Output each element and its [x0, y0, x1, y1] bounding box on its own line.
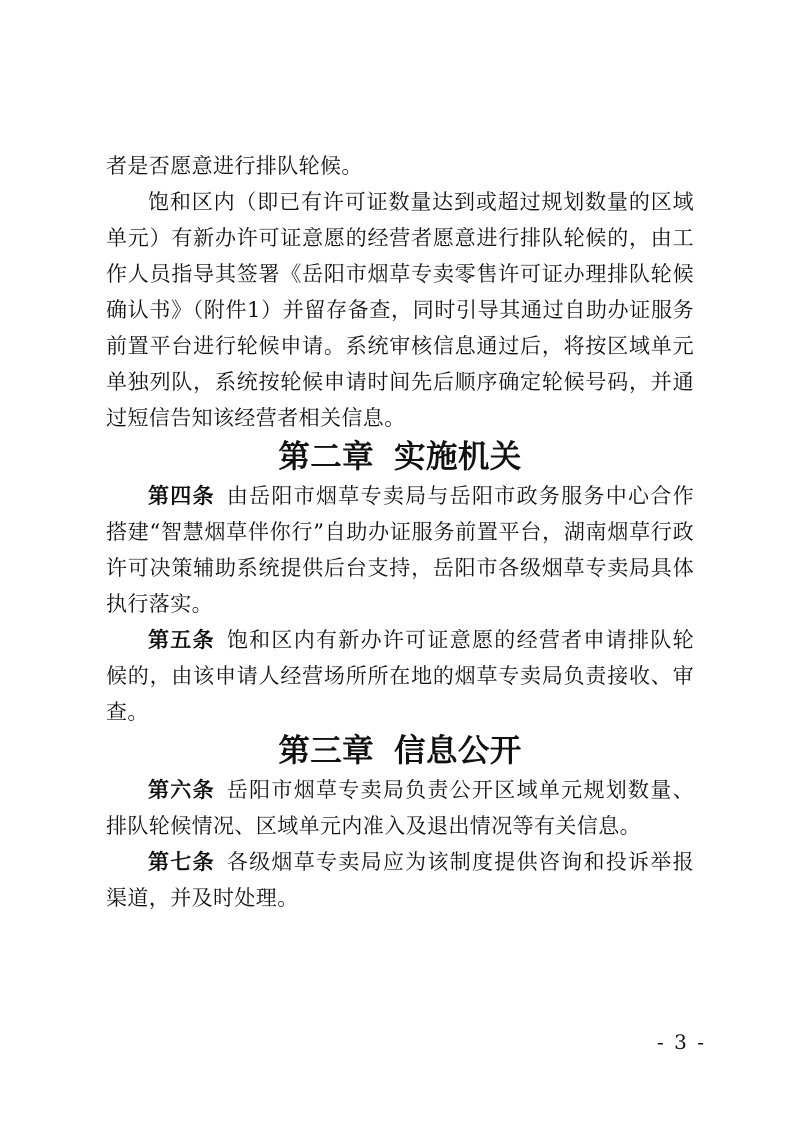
chapter-title: 实施机关 — [394, 439, 522, 475]
page-number: - 3 - — [657, 1030, 706, 1054]
chapter-number: 第三章 — [278, 733, 375, 769]
article-6 — [106, 772, 694, 844]
article-text: 饱和区内有新办许可证意愿的经营者申请排队轮候的，由该申请人经营场所所在地的烟草专卖局负责接收、审查。 — [106, 628, 694, 724]
chapter-number: 第二章 — [278, 439, 375, 475]
article-lead: 第四条 — [148, 484, 215, 508]
chapter-heading-2 — [106, 436, 694, 478]
article-lead: 第五条 — [148, 628, 215, 652]
chapter-heading-3 — [106, 730, 694, 772]
page-body — [106, 148, 694, 916]
article-lead: 第七条 — [148, 850, 215, 874]
article-text: 岳阳市烟草专卖局负责公开区域单元规划数量、排队轮候情况、区域单元内准入及退出情况等有关信息。 — [106, 778, 694, 838]
paragraph-continuation: 者是否愿意进行排队轮候。 — [106, 154, 363, 178]
chapter-title: 信息公开 — [394, 733, 522, 769]
article-4 — [106, 478, 694, 622]
article-5 — [106, 622, 694, 730]
paragraph-saturated-zone: 饱和区内（即已有许可证数量达到或超过规划数量的区域单元）有新办许可证意愿的经营者愿意进行排队轮候的，由工作人员指导其签署《岳阳市烟草专卖零售许可证办理排队轮候确认书》（附件1）并留存备查，同时引导其通过自助办证服务前置平台进行轮候申请。系统审核信息通过后，将按区域单元单独列队，系统按轮候申请时间先后顺序确定轮候号码，并通过短信告知该经营者相关信息。 — [106, 190, 694, 430]
article-7 — [106, 844, 694, 916]
article-lead: 第六条 — [148, 778, 215, 802]
article-text: 各级烟草专卖局应为该制度提供咨询和投诉举报渠道，并及时处理。 — [106, 850, 694, 910]
article-text: 由岳阳市烟草专卖局与岳阳市政务服务中心合作搭建“智慧烟草伴你行”自助办证服务前置平台，湖南烟草行政许可决策辅助系统提供后台支持，岳阳市各级烟草专卖局具体执行落实。 — [106, 484, 694, 616]
